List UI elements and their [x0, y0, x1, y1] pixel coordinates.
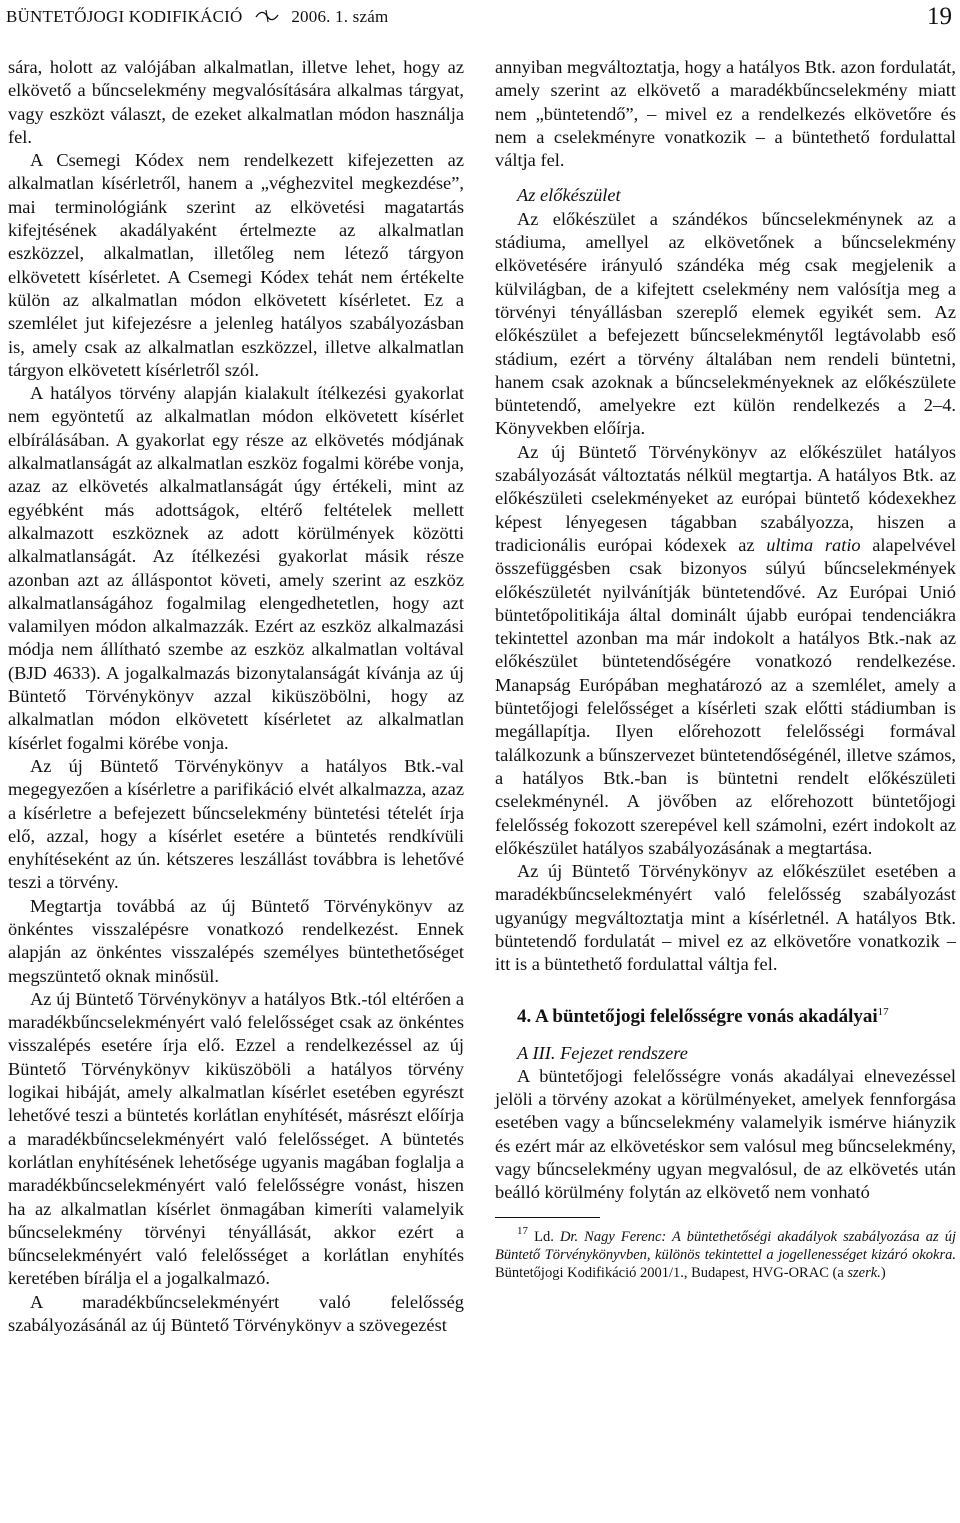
latin-term: ultima ratio [766, 534, 861, 555]
header-left [6, 2, 388, 32]
footnote-marker: 17 [877, 1005, 889, 1018]
footnote [495, 1222, 956, 1282]
left-column [8, 56, 464, 1337]
paragraph: Az új Büntető Törvénykönyv az előkészület esetében a maradékbűncselekményért való felelősség szabályozást ugyanúgy megváltoztatja mint a kísérletnél. A hatályos Btk. büntetendő fordulatát – mivel ez az elkövetőre vonatkozik – itt is a büntethető fordulattal váltja fel. [495, 861, 956, 975]
footnote-text: Ld. [528, 1228, 560, 1245]
paragraph: A Csemegi Kódex nem rendelkezett kifejezetten az alkalmatlan kísérletről, hanem a „véghezvitel megkezdése”, mai terminológiánk szerint az elkövetési magatartás kifejtésének akadályaként értelmezte az alkalmatlan eszközzel, alkalmatlan, illetőleg nem létező tárgyon elkövetett kísérletet. A Csemegi Kódex tehát nem értékelte külön az alkalmatlan módon elkövetett kísérletet. Ez a szemlélet jut kifejezésre a jelenleg hatályos szabályozásban is, amely csak az alkalmatlan eszközzel, illetve alkalmatlan tárgyon elkövetett kísérletről szól. [8, 150, 464, 380]
paragraph: sára, holott az valójában alkalmatlan, illetve lehet, hogy az elkövető a bűncselekmény megvalósítására alkalmas tárgyat, vagy eszközt választ, de ezeket alkalmatlan módon használja fel. [8, 57, 464, 147]
running-header [6, 2, 952, 32]
subheading: A III. Fejezet rendszere [517, 1042, 688, 1063]
paragraph: Az új Büntető Törvénykönyv a hatályos Btk.-tól eltérően a maradékbűncselekményért való felelősséget csak az önkéntes visszalépés esetére írja elő. Ezzel a rendelkezéssel az új Büntető Törvénykönyv kiküszöböli a hatályos törvény logikai hibáját, amely alkalmatlan kísérlet esetében egyrészt lehetővé teszi a büntetés korlátlan enyhítését, másrészt előírja a maradékbűncselekményért való felelősséget. A büntetés korlátlan enyhítésének lehetősége ugyanis magában foglalja a maradékbűncselekményért való felelősségre vonást, hiszen ha az alkalmatlan kísérlet önmagában kimeríti valamelyik bűncselekmény törvényi tényállását, akkor ezért a bűncselekményért való felelősséget a korlátlan enyhítés keretében bírálja el a jogalkalmazó. [8, 988, 464, 1289]
journal-title: BÜNTETŐJOGI KODIFIKÁCIÓ [6, 7, 243, 26]
page-number: 19 [927, 3, 952, 30]
footnote-source: Büntetőjogi Kodifikáció 2001/1., Budapest, HVG-ORAC (a [495, 1264, 848, 1281]
paragraph: Az előkészület a szándékos bűncselekménynek az a stádiuma, amellyel az elkövetőnek a bűncselekmény elkövetésére irányuló szándéka még csak megjelenik a külvilágban, de a kifejtett cselekmény nem valósítja meg a törvényi tényállásban szereplő elemek egyikét sem. Az előkészület a befejezett bűncselekménytől legtávolabb eső stádium, ezért a törvény általában nem rendeli büntetni, hanem csak azoknak a bűncselekményeknek az előkészülete büntetendő, amelyekre ezt külön rendelkezés a 2–4. Könyvekben előírja. [495, 208, 956, 439]
issue-label: 2006. 1. szám [291, 7, 389, 26]
paragraph: A maradékbűncselekményért való felelősség szabályozásánál az új Büntető Törvénykönyv a szövegezést [8, 1291, 464, 1336]
paragraph: Megtartja továbbá az új Büntető Törvénykönyv az önkéntes visszalépésre vonatkozó rendelkezést. Ennek alapján az önkéntes visszalépés személyes büntethetőséget megszüntető oknak minősül. [8, 895, 464, 986]
paragraph: A hatályos törvény alapján kialakult ítélkezési gyakorlat nem egyöntetű az alkalmatlan módon elkövetett kísérlet elbírálásában. A gyakorlat egy része az elkövetés módjának alkalmatlanságát az alkalmatlan eszköz fogalmi körébe vonja, azaz az elkövetés alkalmatlanságát úgy értékeli, mint az egyébként más adottságok, eltérő feltételek mellett alkalmazott eszköznek az adott körülmények közötti alkalmatlanságát. Az ítélkezési gyakorlat másik része azonban azt az álláspontot követi, amely szerint az eszköz alkalmatlanságához fogalmilag elengedhetetlen, hogy azt valamilyen módon alkalmazzák. Ezért az eszköz alkalmazási módja nem állítható szembe az eszköz alkalmatlan voltával (BJD 4633). A jogalkalmazás bizonytalanságát kívánja az új Büntető Törvénykönyv azzal kiküszöbölni, hogy az alkalmatlan módon elkövetett kísérletet az alkalmatlan kísérlet fogalmi körébe vonja. [8, 383, 464, 753]
subheading: Az előkészület [517, 185, 621, 206]
paragraph-text: Az új Büntető Törvénykönyv az előkészület hatályos szabályozását változtatás nélkül megtartja. A hatályos Btk. az előkészületi cselekményeket az európai büntető kódexekhez képest lényegesen tágabban szabályozza, hiszen a tradicionális európai kódexek az [495, 441, 956, 555]
paragraph: Az új Büntető Törvénykönyv a hatályos Btk.-val megegyezően a kísérletre a parifikáció elvét alkalmazza, azaz a kísérletre a befejezett bűncselekmény büntetési tételét írja elő, azzal, hogy a kísérlet esetére a büntetés rendkívüli enyhítéseként az ún. kétszeres leszállást továbbra is lehetővé teszi a törvény. [8, 755, 464, 893]
paragraph [495, 441, 956, 860]
footnote-citation: Dr. Nagy Ferenc: A büntethetőségi akadályok szabályozása az új Büntető Törvénykönyvben, különös tekintettel a jogellenességet kizáró okokra. [495, 1228, 957, 1263]
footnote-close: ) [880, 1264, 886, 1281]
paragraph-text: alapelvével összefüggésben csak bizonyos súlyú bűncselekmények előkészületét nyilvánítják büntetendővé. Az Európai Unió büntetőpolitikája által dominált újabb európai tendenciákra tekintettel azonban ma már indokolt a hatályos Btk.-nak az előkészület büntetendőségére vonatkozó rendelkezése. Manapság Európában meghatározó az a szemlélet, amely a büntetőjogi felelősséget a kísérleti szak előtti stádiumban is megállapítja. Ilyen előrehozott felelősségi formával találkozunk a bűnszervezet büntetendőségénél, illetve számos, a hatályos Btk.-ban is büntetni rendelt előkészületi cselekménynél. A jövőben az előrehozott büntetőjogi felelősség fokozott szerepével kell számolni, ezért indokolt az előkészület hatályos szabályozásának a megtartása. [495, 534, 956, 858]
ornament-icon [255, 2, 279, 32]
footnote-editor: szerk. [847, 1264, 881, 1281]
paragraph: A büntetőjogi felelősségre vonás akadályai elnevezéssel jelöli a törvény azokat a körülményeket, amelyek fennforgása esetében vagy a bűncselekmény valamelyik ismérve hiányzik és ezért már az elkövetéskor sem valósul meg bűncselekmény, vagy bűncselekmény ugyan megvalósul, de az elkövetés után beálló körülmény folytán az elkövető nem vonható [495, 1065, 956, 1203]
footnotes [495, 1217, 956, 1282]
section-heading [495, 1001, 956, 1028]
footnote-rule [495, 1217, 600, 1218]
paragraph: annyiban megváltoztatja, hogy a hatályos Btk. azon fordulatát, amely szerint az elkövető a maradékbűncselekmény miatt nem „büntetendő”, – mivel ez a rendelkezés elkövetőre és nem a cselekményre vonatkozik – a büntethető fordulattal váltja fel. [495, 57, 956, 171]
section-heading-text: 4. A büntetőjogi felelősségre vonás akadályai [517, 1005, 878, 1027]
footnote-number: 17 [517, 1224, 528, 1237]
right-column [495, 56, 956, 1282]
